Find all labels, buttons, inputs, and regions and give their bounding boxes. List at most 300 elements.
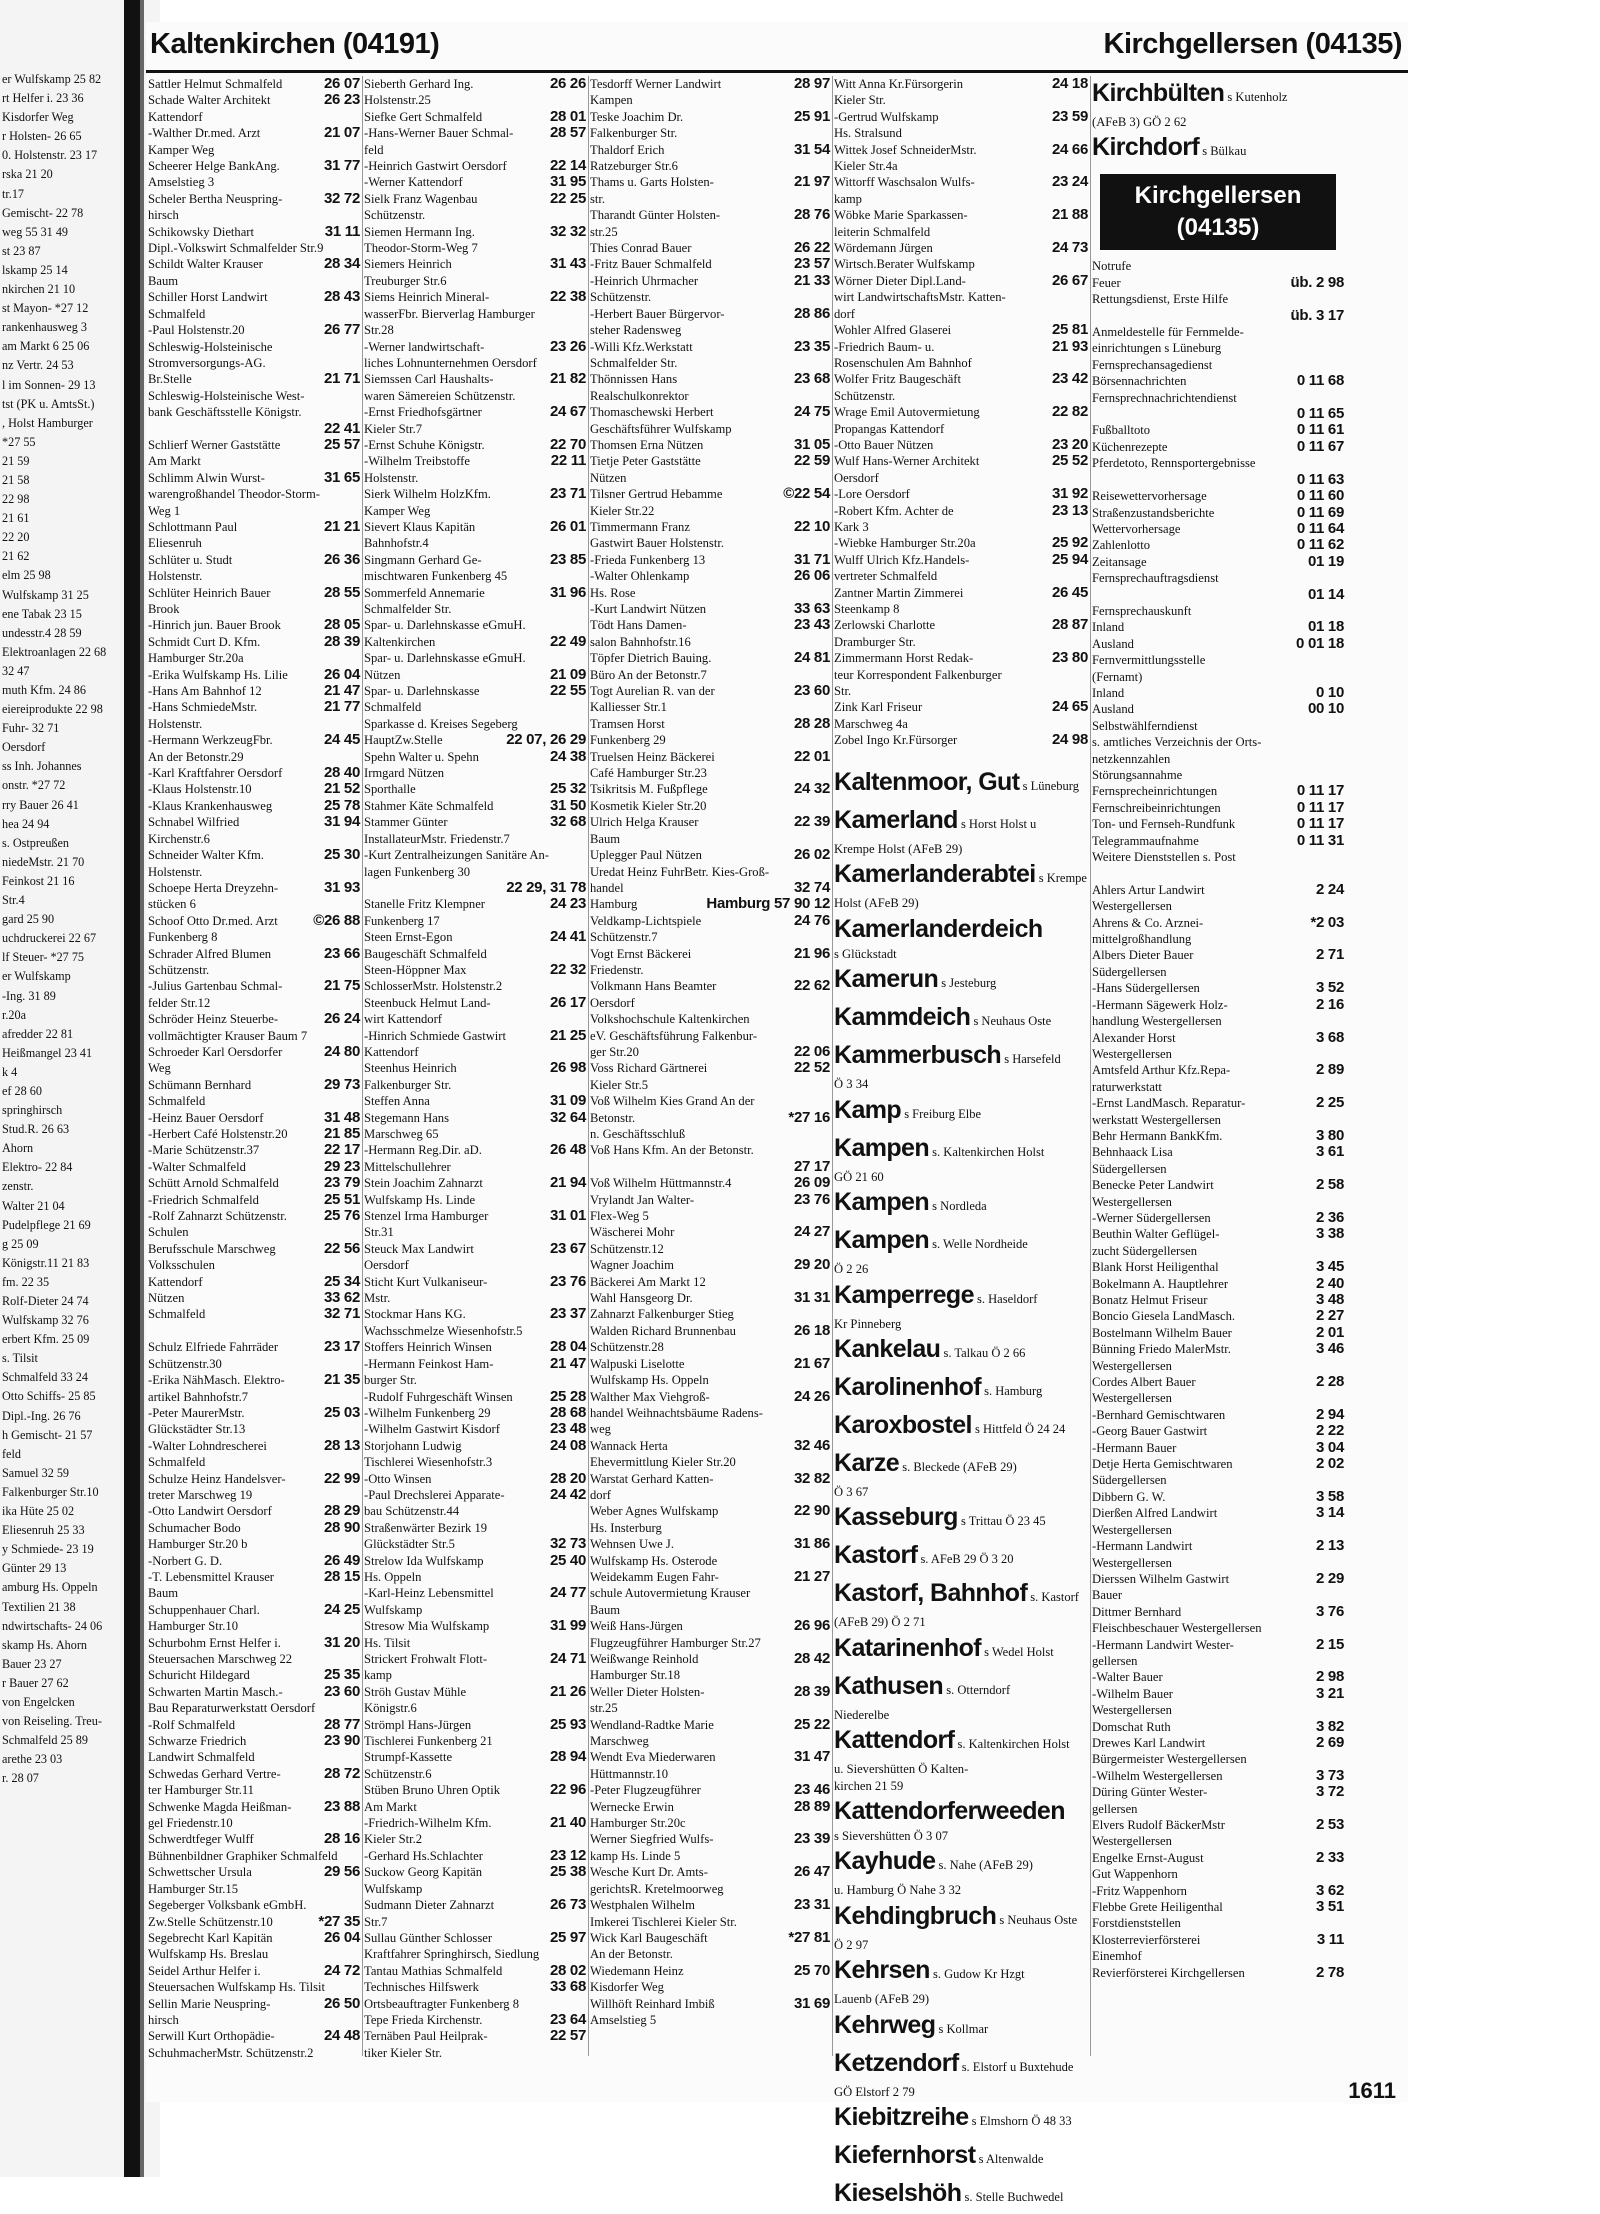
listing-text: Ratzeburger Str.6: [590, 159, 678, 174]
listing-line: [148, 798, 360, 814]
listing-line: [590, 339, 830, 355]
listing-line: [364, 913, 586, 929]
listing-text: Schuricht Hildegard: [148, 1668, 250, 1683]
listing-line: [364, 1060, 586, 1076]
phone-number: 24 45: [323, 731, 360, 749]
listing-line: [590, 1028, 830, 1044]
listing-text: Kieler Str.: [834, 93, 886, 108]
place-name: Karze: [834, 1448, 900, 1477]
listing-line: [590, 1782, 830, 1798]
phone-number: 23 60: [323, 1682, 360, 1700]
listing-line: [1092, 1538, 1344, 1554]
listing-text: Voß Hans Kfm. An der Betonstr.: [590, 1143, 754, 1158]
listing-line: [364, 1241, 586, 1257]
listing-line: [834, 568, 1088, 584]
listing-line: [590, 1241, 830, 1257]
listing-line: [834, 2084, 1088, 2100]
listing-text: Nützen: [364, 667, 401, 682]
listing-line: [1092, 718, 1344, 734]
listing-line: [148, 1979, 360, 1995]
listing-line: [590, 1339, 830, 1355]
phone-number: 24 66: [1051, 140, 1088, 158]
listing-text: Schmalfeld: [148, 1094, 206, 1109]
listing-line: [1092, 849, 1344, 865]
listing-text: Sparkasse d. Kreises Segeberg: [364, 716, 518, 731]
phone-number: 21 09: [549, 665, 586, 683]
listing-line: [364, 1077, 586, 1093]
phone-number: 31 05: [793, 435, 830, 453]
phone-number: 0 11 67: [1296, 437, 1344, 455]
listing-text: SchlosserMstr. Holstenstr.2: [364, 979, 503, 994]
listing-line: [1092, 1062, 1344, 1078]
listing-line: [590, 847, 830, 863]
listing-line: [590, 273, 830, 289]
phone-number: 28 34: [323, 255, 360, 273]
listing-line: [148, 1914, 360, 1930]
phone-number: 24 38: [549, 747, 586, 765]
place-reference: s Horst Holst u: [957, 817, 1037, 832]
listing-line: [364, 125, 586, 141]
phone-number: 23 71: [549, 485, 586, 503]
listing-text: Volkshochschule Kaltenkirchen: [590, 1012, 750, 1027]
listing-line: [834, 683, 1088, 699]
listing-line: [1092, 1046, 1344, 1062]
phone-number: 28 77: [323, 1715, 360, 1733]
phone-number: 29 20: [793, 1256, 830, 1274]
listing-text: Mittelschullehrer: [364, 1159, 451, 1174]
listing-line: [364, 585, 586, 601]
listing-text: Revierförsterei Kirchgellersen: [1092, 1965, 1245, 1980]
listing-line: [148, 601, 360, 617]
column-divider: [1090, 76, 1091, 2056]
listing-line: [1092, 1899, 1344, 1915]
phone-number: 22 38: [549, 288, 586, 306]
listing-text: Fernsprecheinrichtungen: [1092, 784, 1218, 799]
listing-text: -Walter Bauer: [1092, 1670, 1163, 1685]
listing-text: ter Hamburger Str.11: [148, 1783, 254, 1798]
gutter-line: Str.4: [2, 893, 25, 908]
listing-line: [364, 191, 586, 207]
place-entry: [834, 1794, 1088, 1828]
phone-number: 22 10: [793, 517, 830, 535]
place-name: Kiebitzreihe: [834, 2102, 969, 2131]
listing-text: s. amtliches Verzeichnis der Orts-: [1092, 735, 1262, 750]
listing-line: [148, 1306, 360, 1322]
listing-text: Sullau Günther Schlosser: [364, 1930, 493, 1945]
listing-line: [834, 273, 1088, 289]
listing-line: [590, 109, 830, 125]
listing-text: -Georg Bauer Gastwirt: [1092, 1424, 1208, 1439]
listing-text: Amtsfeld Arthur Kfz.Repa-: [1092, 1063, 1231, 1078]
phone-number: 23 42: [1051, 370, 1088, 388]
listing-text: Wulfskamp Hs. Linde: [364, 1192, 476, 1207]
listing-text: Ö 2 97: [834, 1937, 869, 1952]
phone-number: 28 94: [549, 1748, 586, 1766]
listing-line: [148, 1192, 360, 1208]
phone-number: 23 90: [323, 1732, 360, 1750]
listing-line: [1092, 587, 1344, 603]
phone-number: 26 45: [1051, 583, 1088, 601]
place-entry: [834, 765, 1088, 803]
gutter-line: er Wulfskamp 25 82: [2, 72, 102, 86]
listing-line: [590, 486, 830, 502]
listing-text: Siemers Heinrich: [364, 257, 452, 272]
listing-text: Kattendorf: [148, 109, 203, 124]
listing-text: -Hermann Bauer: [1092, 1440, 1177, 1455]
listing-line: [148, 568, 360, 584]
listing-line: [590, 568, 830, 584]
listing-text: gellersen: [1092, 1801, 1138, 1816]
place-reference: s. Welle Nordheide: [929, 1237, 1028, 1252]
listing-text: Baum: [148, 273, 179, 288]
listing-text: Baum: [590, 1602, 621, 1617]
listing-line: [1092, 701, 1344, 717]
listing-text: Tepe Frieda Kirchenstr.: [364, 2012, 483, 2027]
listing-line: [834, 732, 1088, 748]
listing-text: Steenkamp 8: [834, 602, 900, 616]
listing-line: [364, 1749, 586, 1765]
listing-line: [834, 224, 1088, 240]
listing-text: Tsikritsis M. Fußpflege: [590, 782, 708, 797]
listing-line: [364, 240, 586, 256]
listing-text: Südergellersen: [1092, 1473, 1167, 1488]
listing-text: vollmächtigter Krauser Baum 7: [148, 1028, 308, 1043]
listing-line: [364, 1454, 586, 1470]
place-reference: s Neuhaus Oste: [970, 1014, 1052, 1029]
listing-text: Falkenburger Str.: [590, 126, 678, 141]
phone-number: 0 11 60: [1296, 487, 1344, 505]
listing-line: [364, 1110, 586, 1126]
listing-text: Kieler Str.2: [364, 1832, 423, 1847]
listing-text: -Wiebke Hamburger Str.20a: [834, 536, 976, 551]
listing-line: [148, 1799, 360, 1815]
place-reference: s. Bleckede (AFeB 29): [899, 1459, 1017, 1474]
listing-text: Behnhaack Lisa: [1092, 1145, 1173, 1160]
listing-text: Wagner Joachim: [590, 1258, 674, 1273]
listing-line: [148, 158, 360, 174]
listing-text: Schoof Otto Dr.med. Arzt: [148, 913, 278, 928]
phone-number: 25 81: [1051, 321, 1088, 339]
listing-text: -Hermann WerkzeugFbr.: [148, 733, 273, 748]
listing-text: Kosmetik Kieler Str.20: [590, 798, 707, 813]
listing-line: [148, 1897, 360, 1913]
phone-number: 22 39: [793, 813, 830, 831]
listing-text: Ahrens & Co. Arznei-: [1092, 915, 1204, 930]
gutter-line: tst (PK u. AmtsSt.): [2, 396, 95, 411]
listing-line: [364, 1159, 586, 1175]
phone-number: 28 02: [549, 1961, 586, 1979]
book-spine-edge: [140, 0, 144, 2177]
phone-number: 22 41: [323, 419, 360, 437]
phone-number: 26 96: [793, 1617, 830, 1635]
listing-line: [1092, 1620, 1344, 1636]
listing-text: Marschweg: [590, 1734, 649, 1749]
listing-text: Funkenberg 29: [590, 733, 666, 748]
place-entry: [834, 1723, 1088, 1761]
listing-text: Realschulkonrektor: [590, 388, 689, 403]
listing-line: [590, 256, 830, 272]
listing-line: [834, 650, 1088, 666]
listing-line: [148, 1946, 360, 1962]
listing-text: Kieler Str.7: [364, 421, 423, 436]
listing-line: [590, 174, 830, 190]
listing-line: [148, 486, 360, 502]
phone-number: 21 77: [323, 698, 360, 716]
listing-text: Treuburger Str.6: [364, 273, 447, 288]
phone-number: 25 92: [1051, 534, 1088, 552]
listing-text: Stenzel Irma Hamburger: [364, 1209, 489, 1224]
place-reference: s Altenwalde: [975, 2151, 1044, 2166]
listing-line: [364, 437, 586, 453]
phone-number: 24 73: [1051, 239, 1088, 257]
listing-text: Sierk Wilhelm HolzKfm.: [364, 487, 491, 502]
gutter-line: Ahorn: [2, 1141, 34, 1156]
listing-line: [148, 1831, 360, 1847]
gutter-line: *27 55: [2, 434, 36, 449]
listing-line: [364, 1290, 586, 1306]
listing-line: [1092, 422, 1344, 438]
phone-number: 21 75: [323, 977, 360, 995]
phone-number: 21 33: [793, 271, 830, 289]
phone-number: 23 31: [793, 1896, 830, 1914]
listing-line: [148, 995, 360, 1011]
phone-number: 26 07: [323, 75, 360, 92]
place-entry: [834, 1669, 1088, 1707]
phone-number: 31 86: [793, 1535, 830, 1553]
place-entry: [834, 962, 1088, 1000]
phone-number: 3 68: [1316, 1028, 1344, 1046]
listing-line: [148, 1077, 360, 1093]
listing-line: [834, 552, 1088, 568]
listing-text: Holstenstr.: [364, 470, 419, 485]
listing-line: [590, 125, 830, 141]
phone-number: 28 90: [323, 1518, 360, 1536]
phone-number: 0 01 18: [1296, 634, 1344, 652]
phone-number: 28 89: [793, 1797, 830, 1815]
gutter-line: 22 98: [2, 492, 30, 507]
listing-line: [364, 1503, 586, 1519]
listing-text: -Frieda Funkenberg 13: [590, 552, 706, 567]
place-entry: [834, 2100, 1088, 2138]
listing-text: Wick Karl Baugeschäft: [590, 1930, 708, 1945]
listing-text: Siems Heinrich Mineral-: [364, 290, 490, 305]
listing-line: [834, 486, 1088, 502]
listing-text: [148, 421, 324, 437]
phone-number: 23 64: [549, 2010, 586, 2028]
listing-line: [364, 1914, 586, 1930]
gutter-line: amburg Hs. Oppeln: [2, 1580, 98, 1595]
listing-line: [148, 1864, 360, 1880]
phone-number: 28 16: [323, 1830, 360, 1848]
listing-line: [834, 519, 1088, 535]
listing-line: [364, 1618, 586, 1634]
listing-text: str.25: [590, 224, 618, 239]
listing-text: -Walter Schmalfeld: [148, 1159, 246, 1174]
listing-line: [364, 273, 586, 289]
listing-text: Schwettscher Ursula: [148, 1865, 252, 1880]
listing-text: Segebrecht Karl Kapitän: [148, 1930, 273, 1945]
place-entry: [834, 2046, 1088, 2084]
listing-text: Seidel Arthur Helfer i.: [148, 1963, 261, 1978]
phone-number: 21 71: [323, 370, 360, 388]
listing-text: Teske Joachim Dr.: [590, 109, 684, 124]
gutter-line: , Holst Hamburger: [2, 415, 93, 430]
gutter-text-column: [2, 70, 120, 1788]
listing-text: Westergellersen: [1092, 1391, 1172, 1406]
listing-text: Bäckerei Am Markt 12: [590, 1274, 706, 1289]
listing-text: Schikowsky Diethart: [148, 224, 254, 239]
listing-text: Strickert Frohwalt Flott-: [364, 1652, 488, 1666]
listing-text: Wernecke Erwin: [590, 1799, 674, 1814]
listing-line: [364, 486, 586, 502]
listing-line: [364, 978, 586, 994]
listing-line: [364, 1372, 586, 1388]
listing-text: Uredat Heinz FuhrBetr. Kies-Groß-: [590, 864, 770, 879]
listing-text: Suckow Georg Kapitän: [364, 1865, 482, 1880]
phone-number: 28 28: [793, 714, 830, 732]
place-reference: s. Haseldorf: [973, 1291, 1038, 1306]
listing-text: Ortsbeauftragter Funkenberg 8: [364, 1996, 520, 2011]
place-name: Kattendorferweeden: [834, 1796, 1065, 1825]
listing-line: [834, 191, 1088, 207]
gutter-line: 22 20: [2, 530, 30, 545]
listing-text: Fernvermittlungsstelle: [1092, 653, 1206, 668]
listing-line: [148, 1684, 360, 1700]
phone-number: 28 87: [1051, 616, 1088, 634]
listing-line: [364, 667, 586, 683]
listing-line: [148, 1454, 360, 1470]
phone-number: ©22 54: [783, 485, 830, 503]
listing-text: Strumpf-Kassette: [364, 1750, 453, 1765]
listing-line: [148, 322, 360, 338]
listing-text: Theodor-Storm-Weg 7: [364, 241, 478, 256]
listing-line: [590, 1864, 830, 1880]
phone-number: 28 39: [323, 632, 360, 650]
phone-number: 22 55: [549, 682, 586, 700]
phone-number: 3 14: [1316, 1504, 1344, 1522]
listing-line: [590, 224, 830, 240]
listing-text: -Wilhelm Gastwirt Kisdorf: [364, 1422, 500, 1437]
listing-line: [1092, 816, 1344, 832]
listing-line: [590, 92, 830, 108]
listing-text: Weg 1: [148, 503, 181, 518]
place-name: Karolinenhof: [834, 1372, 981, 1401]
listing-line: [148, 1585, 360, 1601]
listing-text: Holstenstr.25: [364, 93, 431, 108]
listing-text: Ton- und Fernseh-Rundfunk: [1092, 817, 1236, 832]
listing-line: [148, 1389, 360, 1405]
gutter-line: Eliesenruh 25 33: [2, 1523, 85, 1538]
listing-line: [148, 1224, 360, 1240]
listing-line: [364, 1520, 586, 1536]
listing-line: [1092, 1128, 1344, 1144]
listing-line: [834, 895, 1088, 911]
listing-line: [148, 962, 360, 978]
listing-line: [148, 1044, 360, 1060]
phone-number: 31 94: [323, 813, 360, 831]
listing-line: [1092, 1801, 1344, 1817]
directory-page: [146, 22, 1408, 2207]
phone-number: 31 47: [793, 1748, 830, 1766]
listing-text: hirsch: [148, 208, 179, 223]
phone-number: 2 71: [1316, 946, 1344, 964]
listing-line: [590, 1372, 830, 1388]
listing-line: [148, 1257, 360, 1273]
phone-number: 21 40: [549, 1814, 586, 1832]
listing-text: (AFeB 29) Ö 2 71: [834, 1615, 926, 1630]
listing-line: [148, 421, 360, 437]
listing-line: [148, 749, 360, 765]
phone-number: 28 76: [793, 206, 830, 224]
phone-number: *27 35: [318, 1912, 360, 1930]
phone-number: 28 68: [549, 1403, 586, 1421]
listing-text: Tischlerei Wiesenhofstr.3: [364, 1455, 493, 1470]
phone-number: 01 19: [1307, 552, 1344, 570]
listing-text: Sudmann Dieter Zahnarzt: [364, 1898, 495, 1913]
listing-text: s Glückstadt: [834, 946, 897, 961]
phone-number: 22 49: [549, 632, 586, 650]
listing-line: [834, 617, 1088, 633]
gutter-line: fm. 22 35: [2, 1274, 50, 1289]
listing-line: [834, 289, 1088, 305]
listing-text: Schade Walter Architekt: [148, 93, 271, 108]
listing-line: [1092, 114, 1344, 130]
listing-text: Hamburger Str.20a: [148, 651, 244, 666]
listing-line: [834, 1076, 1088, 1092]
listing-text: -Walther Dr.med. Arzt: [148, 126, 261, 141]
listing-line: [364, 174, 586, 190]
phone-number: 23 39: [793, 1830, 830, 1848]
listing-text: Siemssen Carl Haushalts-: [364, 372, 494, 387]
listing-text: Steen Ernst-Egon: [364, 930, 453, 945]
phone-number: 22 11: [550, 452, 586, 470]
place-entry: [834, 1000, 1088, 1038]
listing-line: [590, 1602, 830, 1618]
phone-number: 25 91: [793, 107, 830, 125]
listing-line: [834, 355, 1088, 371]
listing-text: Scheler Bertha Neuspring-: [148, 191, 283, 206]
listing-line: [834, 1991, 1088, 2007]
place-entry: [834, 857, 1088, 895]
listing-text: Pferdetoto, Rennsportergebnisse: [1092, 456, 1256, 471]
listing-text: Betonstr.: [590, 1110, 636, 1125]
listing-line: [590, 2012, 830, 2028]
phone-number: 29 73: [323, 1075, 360, 1093]
listing-line: [834, 109, 1088, 125]
listing-text: -Bernhard Gemischtwaren: [1092, 1407, 1226, 1422]
listing-line: [1092, 1374, 1344, 1390]
listing-line: [1092, 1456, 1344, 1472]
place-reference: s Kutenholz: [1224, 90, 1288, 104]
gutter-line: y Schmiede- 23 19: [2, 1542, 94, 1557]
phone-number: 23 43: [793, 616, 830, 634]
listing-line: [364, 322, 586, 338]
phone-number: 25 34: [323, 1272, 360, 1290]
phone-number: 32 68: [549, 813, 586, 831]
listing-text: Technisches Hilfswerk: [364, 1980, 479, 1995]
listing-text: -Julius Gartenbau Schmal-: [148, 979, 283, 994]
gutter-line: rska 21 20: [2, 167, 53, 182]
listing-text: Steuersachen Marschweg 22: [148, 1652, 293, 1666]
listing-line: [148, 1028, 360, 1044]
listing-line: [1092, 833, 1344, 849]
gutter-line: gard 25 90: [2, 912, 55, 927]
listing-line: [1092, 915, 1344, 931]
listing-line: [590, 585, 830, 601]
listing-text: lagen Funkenberg 30: [364, 864, 471, 879]
phone-number: 23 57: [793, 255, 830, 273]
listing-line: [1092, 1276, 1344, 1292]
